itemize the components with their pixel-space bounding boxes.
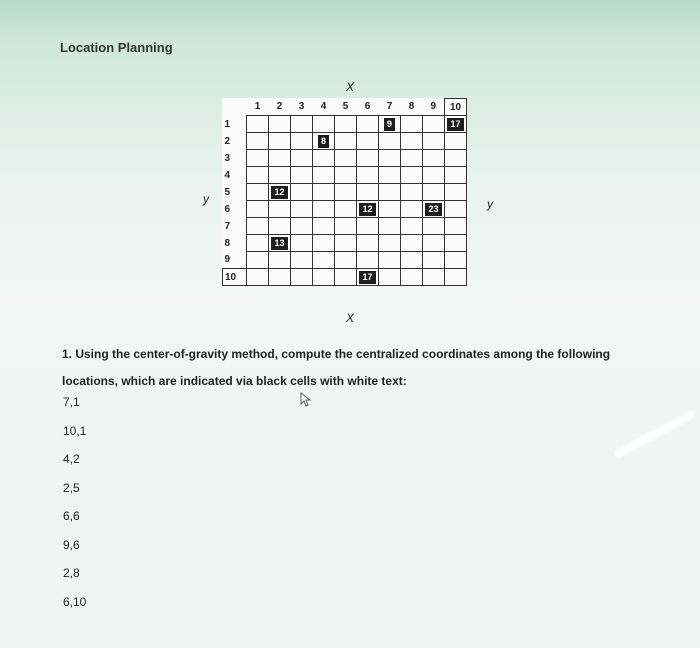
location-weight-badge: 12 [271, 186, 287, 199]
grid-cell [401, 252, 423, 269]
question-text: 1. Using the center-of-gravity method, compute the centralized coordinates among the following locations, which are indicated via black cells with white text: [62, 347, 611, 388]
grid-cell [379, 201, 401, 218]
column-label: 9 [423, 99, 445, 116]
grid-cell [247, 269, 269, 286]
grid-cell [379, 133, 401, 150]
grid-cell [423, 116, 445, 133]
grid-cell [291, 235, 313, 252]
grid-cell [379, 235, 401, 252]
grid-cell [291, 116, 313, 133]
grid-cell [291, 184, 313, 201]
grid-cell [401, 184, 423, 201]
row-label: 10 [223, 269, 247, 286]
grid-cell [291, 252, 313, 269]
grid-cell [357, 167, 379, 184]
grid-cell [335, 201, 357, 218]
location-weight-badge: 23 [425, 203, 441, 216]
grid-cell [269, 269, 291, 286]
grid-cell [357, 116, 379, 133]
grid-cell [247, 167, 269, 184]
row-label: 7 [223, 218, 247, 235]
grid-cell [401, 235, 423, 252]
grid-cell [269, 150, 291, 167]
grid-cell [269, 167, 291, 184]
grid-cell [401, 269, 423, 286]
grid-cell [357, 218, 379, 235]
location-weight-badge: 13 [271, 237, 287, 250]
grid-cell [335, 269, 357, 286]
grid-cell [335, 218, 357, 235]
grid-row [223, 133, 467, 150]
grid-row [223, 218, 467, 235]
grid-cell [313, 218, 335, 235]
grid-cell [291, 150, 313, 167]
grid-cell [247, 116, 269, 133]
grid-cell [357, 133, 379, 150]
location-item: 10,1 [63, 423, 87, 438]
grid-cell [291, 218, 313, 235]
x-axis-label-top: X [346, 80, 355, 94]
column-label: 3 [291, 99, 313, 116]
grid-cell [313, 150, 335, 167]
row-label: 6 [223, 201, 247, 218]
grid-cell [423, 184, 445, 201]
grid-cell [357, 184, 379, 201]
row-label: 1 [223, 116, 247, 133]
grid-cell [423, 252, 445, 269]
column-label: 8 [401, 99, 423, 116]
grid-cell [379, 150, 401, 167]
grid-cell [247, 133, 269, 150]
location-weight-badge: 9 [384, 118, 395, 131]
grid-row [223, 184, 467, 201]
grid-cell [335, 235, 357, 252]
row-label: 4 [223, 167, 247, 184]
grid-cell [445, 133, 467, 150]
location-grid [222, 98, 467, 286]
grid-cell [269, 133, 291, 150]
row-label: 3 [223, 150, 247, 167]
grid-row [223, 116, 467, 133]
grid-cell [445, 269, 467, 286]
grid-cell [313, 167, 335, 184]
grid-cell [401, 218, 423, 235]
location-item: 7,1 [63, 395, 80, 409]
column-label: 7 [379, 99, 401, 116]
page-title: Location Planning [60, 40, 173, 55]
grid-cell [445, 218, 467, 235]
grid-cell [423, 167, 445, 184]
grid-row [223, 150, 467, 167]
grid-cell [313, 184, 335, 201]
grid-cell [335, 150, 357, 167]
row-label: 5 [223, 184, 247, 201]
grid-cell [379, 269, 401, 286]
grid-cell [445, 184, 467, 201]
grid-cell [247, 252, 269, 269]
grid-cell [379, 218, 401, 235]
location-item: 4,2 [63, 452, 80, 466]
row-label: 8 [223, 235, 247, 252]
column-label: 2 [269, 99, 291, 116]
grid-cell [269, 252, 291, 269]
location-weight-badge: 8 [318, 135, 329, 148]
row-label: 2 [223, 133, 247, 150]
grid-cell [423, 133, 445, 150]
mouse-cursor-icon [300, 392, 314, 408]
grid-cell [423, 201, 445, 218]
grid-cell [247, 184, 269, 201]
grid-cell [335, 184, 357, 201]
grid-cell [401, 201, 423, 218]
location-item: 9,6 [63, 537, 80, 552]
grid-cell [313, 235, 335, 252]
grid-corner [223, 99, 247, 116]
grid-cell [335, 116, 357, 133]
grid-cell [335, 133, 357, 150]
grid-cell [401, 167, 423, 184]
grid-cell [291, 269, 313, 286]
grid-row [223, 167, 467, 184]
grid-cell [291, 201, 313, 218]
grid-cell [269, 116, 291, 133]
grid-cell [269, 201, 291, 218]
grid-cell [313, 201, 335, 218]
grid-cell [269, 218, 291, 235]
grid-cell [445, 167, 467, 184]
location-item: 2,8 [63, 566, 80, 580]
grid-cell [357, 235, 379, 252]
grid-cell [269, 235, 291, 252]
screen-glare [613, 409, 696, 458]
column-label: 4 [313, 99, 335, 116]
grid-cell [247, 150, 269, 167]
grid-cell [357, 150, 379, 167]
column-label: 1 [247, 99, 269, 116]
grid-cell [445, 150, 467, 167]
grid-cell [247, 201, 269, 218]
grid-cell [335, 167, 357, 184]
row-label: 9 [223, 252, 247, 269]
grid-cell [445, 235, 467, 252]
column-label: 10 [445, 99, 467, 116]
grid-cell [357, 269, 379, 286]
grid-cell [401, 116, 423, 133]
grid-cell [445, 201, 467, 218]
x-axis-label-bottom: X [346, 311, 355, 325]
grid-cell [313, 269, 335, 286]
grid-cell [313, 133, 335, 150]
grid-row [223, 269, 467, 286]
y-axis-label-right: y [487, 197, 493, 211]
grid-cell [291, 167, 313, 184]
locations-list [63, 395, 86, 623]
grid-cell [379, 252, 401, 269]
grid-cell [423, 150, 445, 167]
grid-cell [379, 184, 401, 201]
column-label: 6 [357, 99, 379, 116]
location-item: 6,6 [63, 509, 80, 523]
location-item: 6,10 [63, 594, 87, 609]
grid-cell [357, 201, 379, 218]
location-item: 2,5 [63, 480, 80, 495]
grid-cell [423, 218, 445, 235]
grid-cell [313, 116, 335, 133]
grid-cell [247, 218, 269, 235]
grid-cell [423, 269, 445, 286]
grid-cell [357, 252, 379, 269]
grid-cell [379, 167, 401, 184]
grid-cell [445, 252, 467, 269]
y-axis-label-left: y [203, 192, 209, 206]
grid-cell [445, 116, 467, 133]
grid-cell [335, 252, 357, 269]
grid-cell [401, 133, 423, 150]
grid-row [223, 235, 467, 252]
grid-cell [269, 184, 291, 201]
grid-cell [423, 235, 445, 252]
column-label: 5 [335, 99, 357, 116]
grid-row [223, 201, 467, 218]
grid-cell [379, 116, 401, 133]
location-weight-badge: 17 [447, 118, 463, 131]
location-weight-badge: 12 [359, 203, 375, 216]
grid-cell [401, 150, 423, 167]
grid-row [223, 252, 467, 269]
grid-cell [313, 252, 335, 269]
grid-cell [291, 133, 313, 150]
location-weight-badge: 17 [359, 271, 375, 284]
grid-cell [247, 235, 269, 252]
